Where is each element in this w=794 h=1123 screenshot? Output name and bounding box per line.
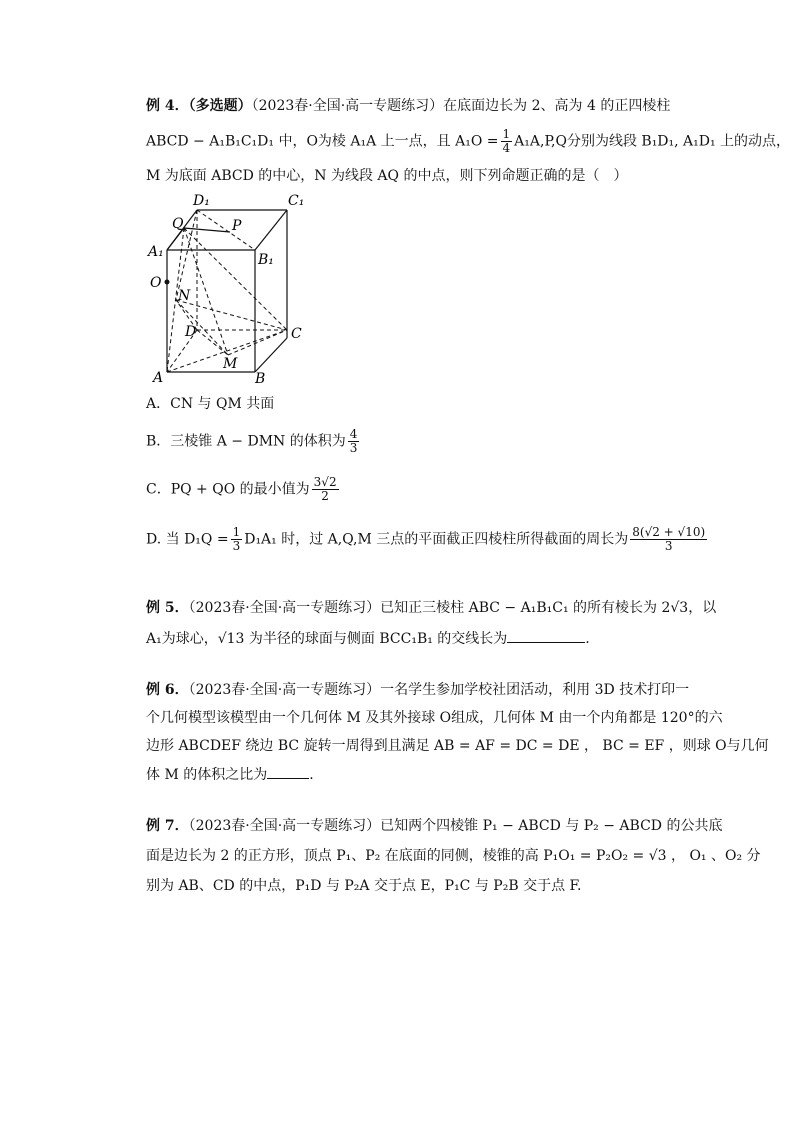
option-a-text: A．CN 与 QM 共面 bbox=[146, 396, 275, 412]
ex6-text-3: 边形 ABCDEF 绕边 BC 旋转一周得到且满足 AB = AF = DC = DE ， BC = EF ，则球 O与几何 bbox=[146, 738, 769, 754]
option-c-den: 2 bbox=[321, 489, 329, 503]
prism-figure bbox=[140, 190, 310, 390]
label-a1: A₁ bbox=[148, 244, 164, 260]
ex4-text-2b: A₁A,P,Q分别为线段 B₁D₁, A₁D₁ 上的动点， bbox=[514, 133, 791, 150]
ex7-source: （2023春·全国·高一专题练习） bbox=[188, 818, 381, 834]
option-d-fraction-1 bbox=[231, 526, 243, 553]
label-q: Q bbox=[172, 216, 184, 232]
option-d-fraction-2 bbox=[630, 526, 707, 553]
ex6-answer-blank bbox=[267, 764, 309, 779]
ex4-option-d bbox=[146, 526, 709, 553]
ex7-line-3 bbox=[146, 876, 582, 896]
ex7-text-2: 面是边长为 2 的正方形，顶点 P₁、P₂ 在底面的同侧，棱锥的高 P₁O₁ = P₂O₂ = √3 ， O₁ 、O₂ 分 bbox=[146, 848, 761, 864]
point-o bbox=[165, 280, 170, 285]
option-c-text: C．PQ + QO 的最小值为 bbox=[146, 481, 310, 498]
label-m: M bbox=[223, 356, 238, 372]
ex6-period: . bbox=[309, 767, 314, 783]
label-p: P bbox=[232, 218, 242, 234]
label-b: B bbox=[255, 371, 266, 387]
option-c-fraction bbox=[312, 476, 339, 503]
ex6-label: 例 6． bbox=[146, 682, 189, 698]
ex4-option-c bbox=[146, 476, 341, 503]
ex6-line-4 bbox=[146, 764, 314, 785]
ex5-text-1: 已知正三棱柱 ABC − A₁B₁C₁ 的所有棱长为 2√3，以 bbox=[380, 600, 717, 616]
ex5-source: （2023春·全国·高一专题练习） bbox=[188, 600, 381, 616]
ex7-line-2 bbox=[146, 846, 761, 866]
label-c: C bbox=[291, 326, 302, 342]
option-b-fraction bbox=[348, 428, 360, 455]
option-d-text: D. 当 D₁Q = bbox=[146, 531, 229, 548]
ex6-line-1 bbox=[146, 680, 689, 700]
ex5-text-2: A₁为球心，√13 为半径的球面与侧面 BCC₁B₁ 的交线长为 bbox=[146, 631, 508, 647]
option-b-den: 3 bbox=[349, 441, 358, 455]
label-b1: B₁ bbox=[258, 252, 274, 268]
option-d-num2: 8(√2 + √10) bbox=[632, 525, 706, 539]
label-a: A bbox=[153, 370, 164, 386]
ex4-tag: （多选题） bbox=[188, 98, 252, 114]
option-d-num1: 1 bbox=[232, 525, 241, 539]
ex6-text-4: 体 M 的体积之比为 bbox=[146, 767, 268, 783]
ex5-period: . bbox=[585, 631, 590, 647]
ex6-source: （2023春·全国·高一专题练习） bbox=[188, 682, 381, 698]
ex4-source: （2023春·全国·高一专题练习） bbox=[251, 98, 444, 114]
ex7-line-1 bbox=[146, 816, 722, 836]
label-d1: D₁ bbox=[193, 193, 210, 209]
ex4-text-2: ABCD − A₁B₁C₁D₁ 中，O为棱 A₁A 上一点，且 A₁O = bbox=[146, 133, 499, 150]
option-d-text-2: D₁A₁ 时，过 A,Q,M 三点的平面截正四棱柱所得截面的周长为 bbox=[244, 531, 629, 548]
ex5-label: 例 5． bbox=[146, 600, 189, 616]
ex6-line-2 bbox=[146, 708, 723, 728]
ex4-option-b bbox=[146, 428, 361, 455]
option-d-den1: 3 bbox=[232, 539, 241, 553]
ex6-text-2: 个几何模型该模型由一个几何体 M 及其外接球 O组成，几何体 M 由一个内角都是 120°的六 bbox=[146, 710, 723, 726]
ex5-answer-blank bbox=[507, 628, 585, 643]
label-n: N bbox=[178, 288, 191, 304]
ex4-frac-den: 4 bbox=[502, 141, 511, 155]
ex4-line-2 bbox=[146, 128, 790, 155]
ex4-line-1 bbox=[146, 96, 670, 116]
ex4-option-a bbox=[146, 394, 274, 414]
option-b-num: 4 bbox=[349, 427, 358, 441]
option-c-num: 3√2 bbox=[313, 475, 337, 489]
ex4-line-3 bbox=[146, 166, 627, 186]
ex4-label: 例 4． bbox=[146, 98, 189, 114]
ex6-line-3 bbox=[146, 736, 769, 756]
ex7-text-3: 别为 AB、CD 的中点，P₁D 与 P₂A 交于点 E，P₁C 与 P₂B 交于点 F. bbox=[146, 878, 582, 894]
label-o: O bbox=[150, 275, 162, 291]
ex4-frac-num: 1 bbox=[502, 127, 511, 141]
ex4-text-1: 在底面边长为 2、高为 4 的正四棱柱 bbox=[443, 98, 671, 114]
ex7-text-1: 已知两个四棱锥 P₁ − ABCD 与 P₂ − ABCD 的公共底 bbox=[380, 818, 723, 834]
ex4-text-3: M 为底面 ABCD 的中心，N 为线段 AQ 的中点，则下列命题正确的是（ ） bbox=[146, 168, 628, 184]
label-d: D bbox=[185, 324, 197, 340]
ex5-line-2 bbox=[146, 628, 590, 649]
option-d-den2: 3 bbox=[664, 539, 673, 553]
ex4-fraction bbox=[501, 128, 513, 155]
ex7-label: 例 7． bbox=[146, 818, 189, 834]
ex6-text-1: 一名学生参加学校社团活动，利用 3D 技术打印一 bbox=[380, 682, 690, 698]
option-b-text: B．三棱锥 A − DMN 的体积为 bbox=[146, 433, 346, 450]
ex5-line-1 bbox=[146, 598, 716, 618]
label-c1: C₁ bbox=[288, 193, 305, 209]
